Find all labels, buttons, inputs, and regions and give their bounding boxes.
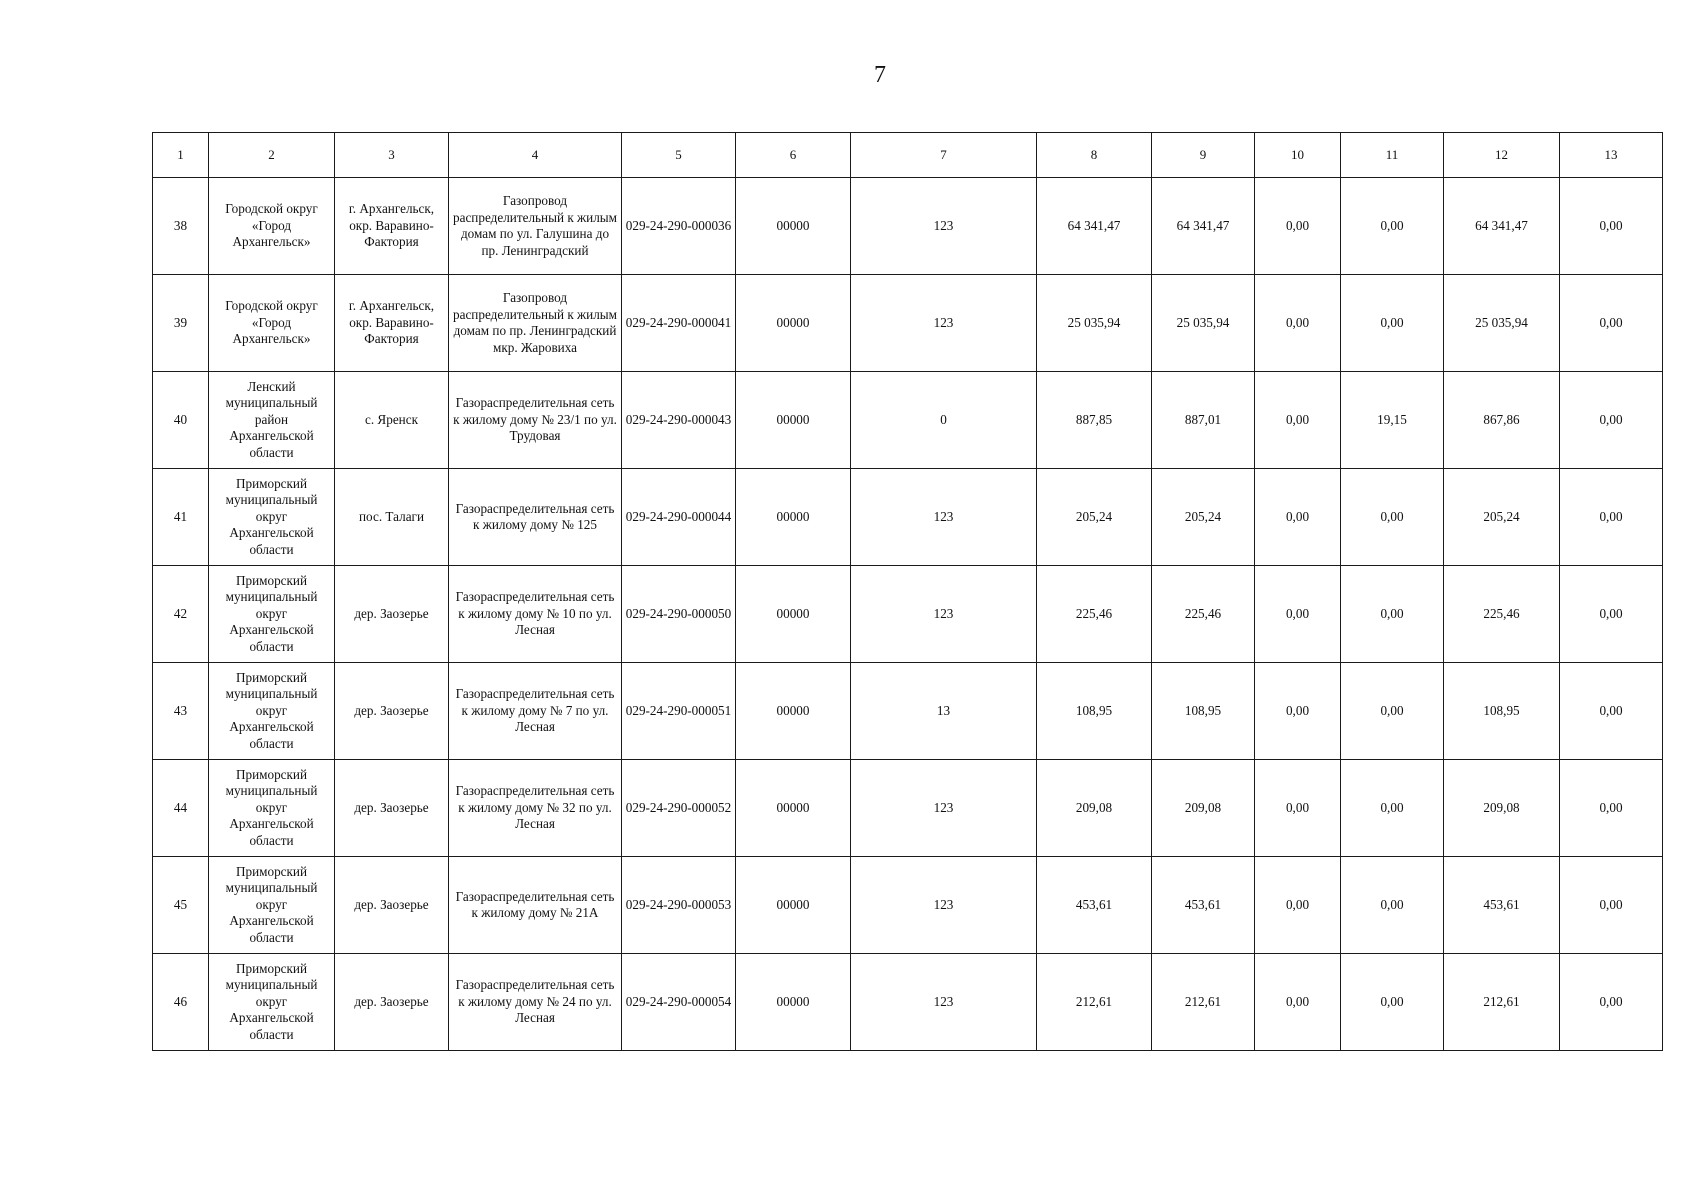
cadastral-number-cell: 029-24-290-000043 <box>622 372 736 469</box>
row-number-cell: 44 <box>153 760 209 857</box>
table-row <box>153 566 1663 663</box>
value-col-12-cell: 212,61 <box>1444 954 1560 1051</box>
value-col-9-cell: 108,95 <box>1152 663 1255 760</box>
value-col-8-cell: 225,46 <box>1037 566 1152 663</box>
indicator-cell: 123 <box>851 566 1037 663</box>
column-header: 10 <box>1255 133 1341 178</box>
indicator-cell: 123 <box>851 760 1037 857</box>
municipality-cell: Приморский муниципальный округ Архангельской области <box>209 469 335 566</box>
column-header: 11 <box>1341 133 1444 178</box>
code-cell: 00000 <box>736 663 851 760</box>
value-col-11-cell: 0,00 <box>1341 760 1444 857</box>
value-col-9-cell: 64 341,47 <box>1152 178 1255 275</box>
value-col-11-cell: 0,00 <box>1341 857 1444 954</box>
value-col-12-cell: 205,24 <box>1444 469 1560 566</box>
code-cell: 00000 <box>736 178 851 275</box>
column-header: 1 <box>153 133 209 178</box>
table-row <box>153 857 1663 954</box>
indicator-cell: 123 <box>851 857 1037 954</box>
row-number-cell: 38 <box>153 178 209 275</box>
municipality-cell: Приморский муниципальный округ Архангельской области <box>209 857 335 954</box>
value-col-12-cell: 867,86 <box>1444 372 1560 469</box>
indicator-cell: 0 <box>851 372 1037 469</box>
settlement-cell: дер. Заозерье <box>335 760 449 857</box>
cadastral-number-cell: 029-24-290-000041 <box>622 275 736 372</box>
value-col-13-cell: 0,00 <box>1560 469 1663 566</box>
value-col-13-cell: 0,00 <box>1560 275 1663 372</box>
value-col-12-cell: 108,95 <box>1444 663 1560 760</box>
value-col-12-cell: 453,61 <box>1444 857 1560 954</box>
value-col-9-cell: 453,61 <box>1152 857 1255 954</box>
row-number-cell: 40 <box>153 372 209 469</box>
municipality-cell: Приморский муниципальный округ Архангельской области <box>209 566 335 663</box>
municipality-cell: Приморский муниципальный округ Архангельской области <box>209 663 335 760</box>
row-number-cell: 39 <box>153 275 209 372</box>
table-row <box>153 954 1663 1051</box>
settlement-cell: г. Архангельск, окр. Варавино-Фактория <box>335 275 449 372</box>
column-header: 2 <box>209 133 335 178</box>
settlement-cell: дер. Заозерье <box>335 566 449 663</box>
value-col-9-cell: 25 035,94 <box>1152 275 1255 372</box>
table-row <box>153 275 1663 372</box>
municipality-cell: Приморский муниципальный округ Архангельской области <box>209 954 335 1051</box>
cadastral-number-cell: 029-24-290-000052 <box>622 760 736 857</box>
value-col-10-cell: 0,00 <box>1255 469 1341 566</box>
value-col-10-cell: 0,00 <box>1255 178 1341 275</box>
indicator-cell: 123 <box>851 954 1037 1051</box>
value-col-11-cell: 0,00 <box>1341 469 1444 566</box>
value-col-11-cell: 19,15 <box>1341 372 1444 469</box>
code-cell: 00000 <box>736 275 851 372</box>
column-header: 7 <box>851 133 1037 178</box>
settlement-cell: дер. Заозерье <box>335 954 449 1051</box>
value-col-12-cell: 64 341,47 <box>1444 178 1560 275</box>
object-name-cell: Газораспределительная сеть к жилому дому № 23/1 по ул. Трудовая <box>449 372 622 469</box>
row-number-cell: 41 <box>153 469 209 566</box>
value-col-10-cell: 0,00 <box>1255 275 1341 372</box>
cadastral-number-cell: 029-24-290-000053 <box>622 857 736 954</box>
row-number-cell: 43 <box>153 663 209 760</box>
settlement-cell: г. Архангельск, окр. Варавино-Фактория <box>335 178 449 275</box>
indicator-cell: 123 <box>851 469 1037 566</box>
code-cell: 00000 <box>736 954 851 1051</box>
code-cell: 00000 <box>736 760 851 857</box>
column-header: 5 <box>622 133 736 178</box>
column-header: 6 <box>736 133 851 178</box>
value-col-9-cell: 209,08 <box>1152 760 1255 857</box>
column-header: 4 <box>449 133 622 178</box>
table-row <box>153 663 1663 760</box>
code-cell: 00000 <box>736 469 851 566</box>
settlement-cell: дер. Заозерье <box>335 857 449 954</box>
settlement-cell: дер. Заозерье <box>335 663 449 760</box>
value-col-13-cell: 0,00 <box>1560 760 1663 857</box>
value-col-13-cell: 0,00 <box>1560 372 1663 469</box>
value-col-10-cell: 0,00 <box>1255 954 1341 1051</box>
municipality-cell: Городской округ «Город Архангельск» <box>209 178 335 275</box>
value-col-9-cell: 887,01 <box>1152 372 1255 469</box>
object-name-cell: Газораспределительная сеть к жилому дому № 125 <box>449 469 622 566</box>
object-name-cell: Газопровод распределительный к жилым домам по пр. Ленинградский мкр. Жаровиха <box>449 275 622 372</box>
cadastral-number-cell: 029-24-290-000054 <box>622 954 736 1051</box>
value-col-9-cell: 212,61 <box>1152 954 1255 1051</box>
code-cell: 00000 <box>736 372 851 469</box>
value-col-10-cell: 0,00 <box>1255 566 1341 663</box>
municipality-cell: Приморский муниципальный округ Архангельской области <box>209 760 335 857</box>
value-col-8-cell: 212,61 <box>1037 954 1152 1051</box>
municipality-cell: Ленский муниципальный район Архангельской области <box>209 372 335 469</box>
value-col-12-cell: 225,46 <box>1444 566 1560 663</box>
row-number-cell: 45 <box>153 857 209 954</box>
object-name-cell: Газораспределительная сеть к жилому дому № 7 по ул. Лесная <box>449 663 622 760</box>
registry-table <box>152 132 1663 1051</box>
municipality-cell: Городской округ «Город Архангельск» <box>209 275 335 372</box>
column-header: 12 <box>1444 133 1560 178</box>
column-header: 13 <box>1560 133 1663 178</box>
value-col-13-cell: 0,00 <box>1560 857 1663 954</box>
object-name-cell: Газопровод распределительный к жилым домам по ул. Галушина до пр. Ленинградский <box>449 178 622 275</box>
value-col-11-cell: 0,00 <box>1341 954 1444 1051</box>
value-col-12-cell: 25 035,94 <box>1444 275 1560 372</box>
value-col-13-cell: 0,00 <box>1560 566 1663 663</box>
object-name-cell: Газораспределительная сеть к жилому дому № 24 по ул. Лесная <box>449 954 622 1051</box>
code-cell: 00000 <box>736 857 851 954</box>
value-col-8-cell: 209,08 <box>1037 760 1152 857</box>
value-col-8-cell: 453,61 <box>1037 857 1152 954</box>
object-name-cell: Газораспределительная сеть к жилому дому № 32 по ул. Лесная <box>449 760 622 857</box>
indicator-cell: 13 <box>851 663 1037 760</box>
column-header: 9 <box>1152 133 1255 178</box>
row-number-cell: 42 <box>153 566 209 663</box>
value-col-8-cell: 25 035,94 <box>1037 275 1152 372</box>
table-row <box>153 469 1663 566</box>
cadastral-number-cell: 029-24-290-000051 <box>622 663 736 760</box>
value-col-10-cell: 0,00 <box>1255 760 1341 857</box>
value-col-13-cell: 0,00 <box>1560 178 1663 275</box>
settlement-cell: пос. Талаги <box>335 469 449 566</box>
cadastral-number-cell: 029-24-290-000044 <box>622 469 736 566</box>
table-row <box>153 760 1663 857</box>
code-cell: 00000 <box>736 566 851 663</box>
value-col-10-cell: 0,00 <box>1255 663 1341 760</box>
object-name-cell: Газораспределительная сеть к жилому дому № 21А <box>449 857 622 954</box>
value-col-8-cell: 64 341,47 <box>1037 178 1152 275</box>
value-col-9-cell: 205,24 <box>1152 469 1255 566</box>
value-col-13-cell: 0,00 <box>1560 954 1663 1051</box>
value-col-10-cell: 0,00 <box>1255 372 1341 469</box>
indicator-cell: 123 <box>851 275 1037 372</box>
cadastral-number-cell: 029-24-290-000036 <box>622 178 736 275</box>
table-header-row <box>153 133 1663 178</box>
value-col-11-cell: 0,00 <box>1341 275 1444 372</box>
value-col-8-cell: 887,85 <box>1037 372 1152 469</box>
value-col-12-cell: 209,08 <box>1444 760 1560 857</box>
column-header: 8 <box>1037 133 1152 178</box>
indicator-cell: 123 <box>851 178 1037 275</box>
value-col-8-cell: 205,24 <box>1037 469 1152 566</box>
settlement-cell: с. Яренск <box>335 372 449 469</box>
table-row <box>153 372 1663 469</box>
value-col-11-cell: 0,00 <box>1341 178 1444 275</box>
row-number-cell: 46 <box>153 954 209 1051</box>
column-header: 3 <box>335 133 449 178</box>
value-col-10-cell: 0,00 <box>1255 857 1341 954</box>
value-col-11-cell: 0,00 <box>1341 566 1444 663</box>
object-name-cell: Газораспределительная сеть к жилому дому № 10 по ул. Лесная <box>449 566 622 663</box>
value-col-9-cell: 225,46 <box>1152 566 1255 663</box>
value-col-13-cell: 0,00 <box>1560 663 1663 760</box>
table-row <box>153 178 1663 275</box>
value-col-11-cell: 0,00 <box>1341 663 1444 760</box>
page-number: 7 <box>874 62 886 88</box>
value-col-8-cell: 108,95 <box>1037 663 1152 760</box>
cadastral-number-cell: 029-24-290-000050 <box>622 566 736 663</box>
